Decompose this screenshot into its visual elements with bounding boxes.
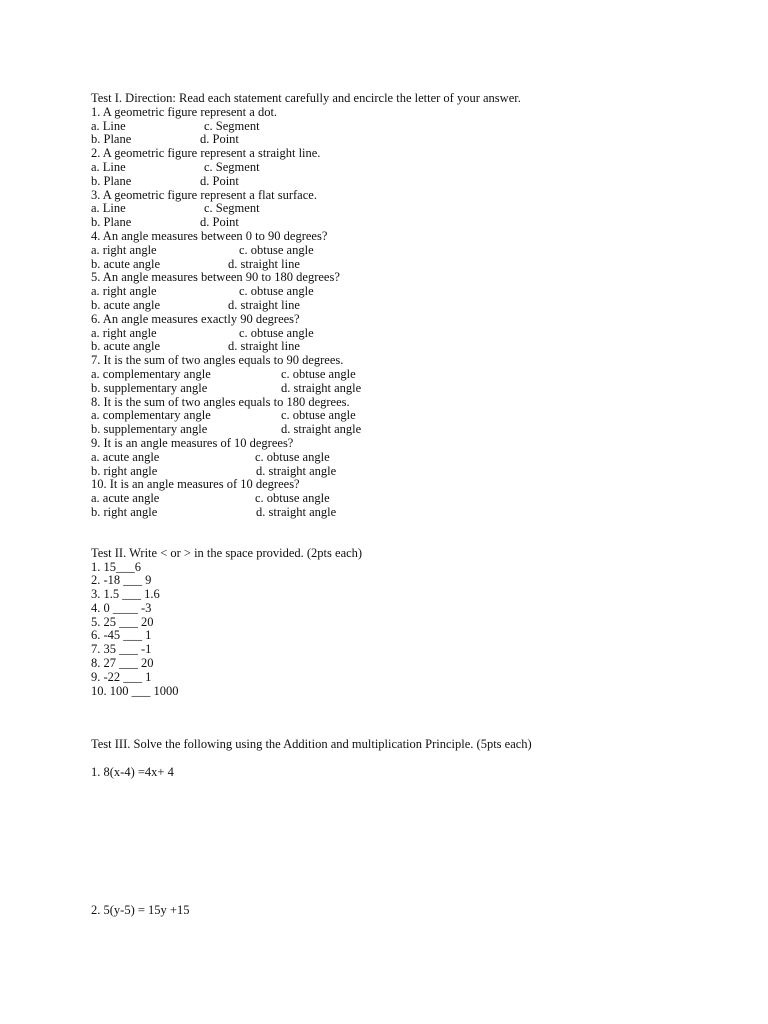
choice-b[interactable]: b. acute angle <box>91 297 161 312</box>
choice-b[interactable]: b. supplementary angle <box>91 422 208 437</box>
choice-c[interactable]: c. obtuse angle <box>281 366 356 381</box>
test3-direction: Test III. Solve the following using the Addition and multiplication Principle. (5pts each) <box>91 737 532 752</box>
choice-d[interactable]: d. Point <box>200 132 239 147</box>
comparison-item[interactable]: 8. 27 ___ 20 <box>91 656 154 671</box>
comparison-item[interactable]: 4. 0 ____ -3 <box>91 600 152 615</box>
choice-a[interactable]: a. Line <box>91 118 126 133</box>
comparison-item[interactable]: 1. 15___6 <box>91 559 141 574</box>
comparison-item[interactable]: 9. -22 ___ 1 <box>91 669 152 684</box>
question-text: 5. An angle measures between 90 to 180 degrees? <box>91 270 340 285</box>
question-block <box>91 271 731 312</box>
question-text: 8. It is the sum of two angles equals to 180 degrees. <box>91 394 350 409</box>
choice-d[interactable]: d. Point <box>200 215 239 230</box>
choice-b[interactable]: b. right angle <box>91 463 158 478</box>
choice-b[interactable]: b. Plane <box>91 173 132 188</box>
comparison-item[interactable]: 2. -18 ___ 9 <box>91 573 152 588</box>
choice-a[interactable]: a. Line <box>91 159 126 174</box>
comparison-item[interactable]: 5. 25 ___ 20 <box>91 614 154 629</box>
choice-b[interactable]: b. Plane <box>91 132 132 147</box>
choice-b[interactable]: b. right angle <box>91 504 158 519</box>
choice-d[interactable]: d. straight line <box>228 297 300 312</box>
test1-direction: Test I. Direction: Read each statement carefully and encircle the letter of your answer. <box>91 91 521 105</box>
comparison-item[interactable]: 3. 1.5 ___ 1.6 <box>91 587 160 602</box>
choice-b[interactable]: b. supplementary angle <box>91 380 208 395</box>
question-text: 6. An angle measures exactly 90 degrees? <box>91 311 300 326</box>
choice-d[interactable]: d. straight angle <box>281 380 362 395</box>
question-block <box>91 189 731 230</box>
question-block <box>91 437 731 478</box>
choice-a[interactable]: a. right angle <box>91 325 157 340</box>
comparison-item[interactable]: 10. 100 ___ 1000 <box>91 683 179 698</box>
question-block <box>91 313 731 354</box>
question-text: 7. It is the sum of two angles equals to 90 degrees. <box>91 353 344 368</box>
question-text: 1. A geometric figure represent a dot. <box>91 104 278 119</box>
choice-c[interactable]: c. obtuse angle <box>239 325 314 340</box>
choice-d[interactable]: d. Point <box>200 173 239 188</box>
question-text: 10. It is an angle measures of 10 degrees? <box>91 477 300 492</box>
question-block <box>91 106 731 147</box>
worksheet <box>91 92 731 918</box>
question-block <box>91 396 731 437</box>
question-block <box>91 354 731 395</box>
choice-c[interactable]: c. Segment <box>204 118 260 133</box>
question-text: 9. It is an angle measures of 10 degrees? <box>91 435 294 450</box>
choice-d[interactable]: d. straight angle <box>256 504 337 519</box>
choice-c[interactable]: c. obtuse angle <box>255 449 330 464</box>
comparison-item[interactable]: 7. 35 ___ -1 <box>91 642 152 657</box>
choice-c[interactable]: c. obtuse angle <box>281 408 356 423</box>
choice-d[interactable]: d. straight line <box>228 339 300 354</box>
choice-a[interactable]: a. Line <box>91 201 126 216</box>
choice-a[interactable]: a. complementary angle <box>91 366 211 381</box>
choice-d[interactable]: d. straight angle <box>256 463 337 478</box>
equation-item: 2. 5(y-5) = 15y +15 <box>91 902 190 917</box>
choice-a[interactable]: a. acute angle <box>91 491 160 506</box>
question-text: 3. A geometric figure represent a flat surface. <box>91 187 317 202</box>
choice-c[interactable]: c. Segment <box>204 159 260 174</box>
question-text: 4. An angle measures between 0 to 90 degrees? <box>91 228 328 243</box>
test2-direction: Test II. Write < or > in the space provided. (2pts each) <box>91 545 363 560</box>
question-block <box>91 147 731 188</box>
choice-a[interactable]: a. complementary angle <box>91 408 211 423</box>
question-block <box>91 478 731 519</box>
choice-c[interactable]: c. obtuse angle <box>239 284 314 299</box>
choice-a[interactable]: a. right angle <box>91 284 157 299</box>
choice-b[interactable]: b. acute angle <box>91 256 161 271</box>
equation-item: 1. 8(x-4) =4x+ 4 <box>91 765 174 780</box>
choice-b[interactable]: b. Plane <box>91 215 132 230</box>
choice-c[interactable]: c. Segment <box>204 201 260 216</box>
choice-d[interactable]: d. straight angle <box>281 422 362 437</box>
choice-c[interactable]: c. obtuse angle <box>255 491 330 506</box>
choice-b[interactable]: b. acute angle <box>91 339 161 354</box>
question-block <box>91 230 731 271</box>
choice-c[interactable]: c. obtuse angle <box>239 242 314 257</box>
choice-d[interactable]: d. straight line <box>228 256 300 271</box>
choice-a[interactable]: a. acute angle <box>91 449 160 464</box>
comparison-item[interactable]: 6. -45 ___ 1 <box>91 628 152 643</box>
question-text: 2. A geometric figure represent a straight line. <box>91 146 321 161</box>
choice-a[interactable]: a. right angle <box>91 242 157 257</box>
